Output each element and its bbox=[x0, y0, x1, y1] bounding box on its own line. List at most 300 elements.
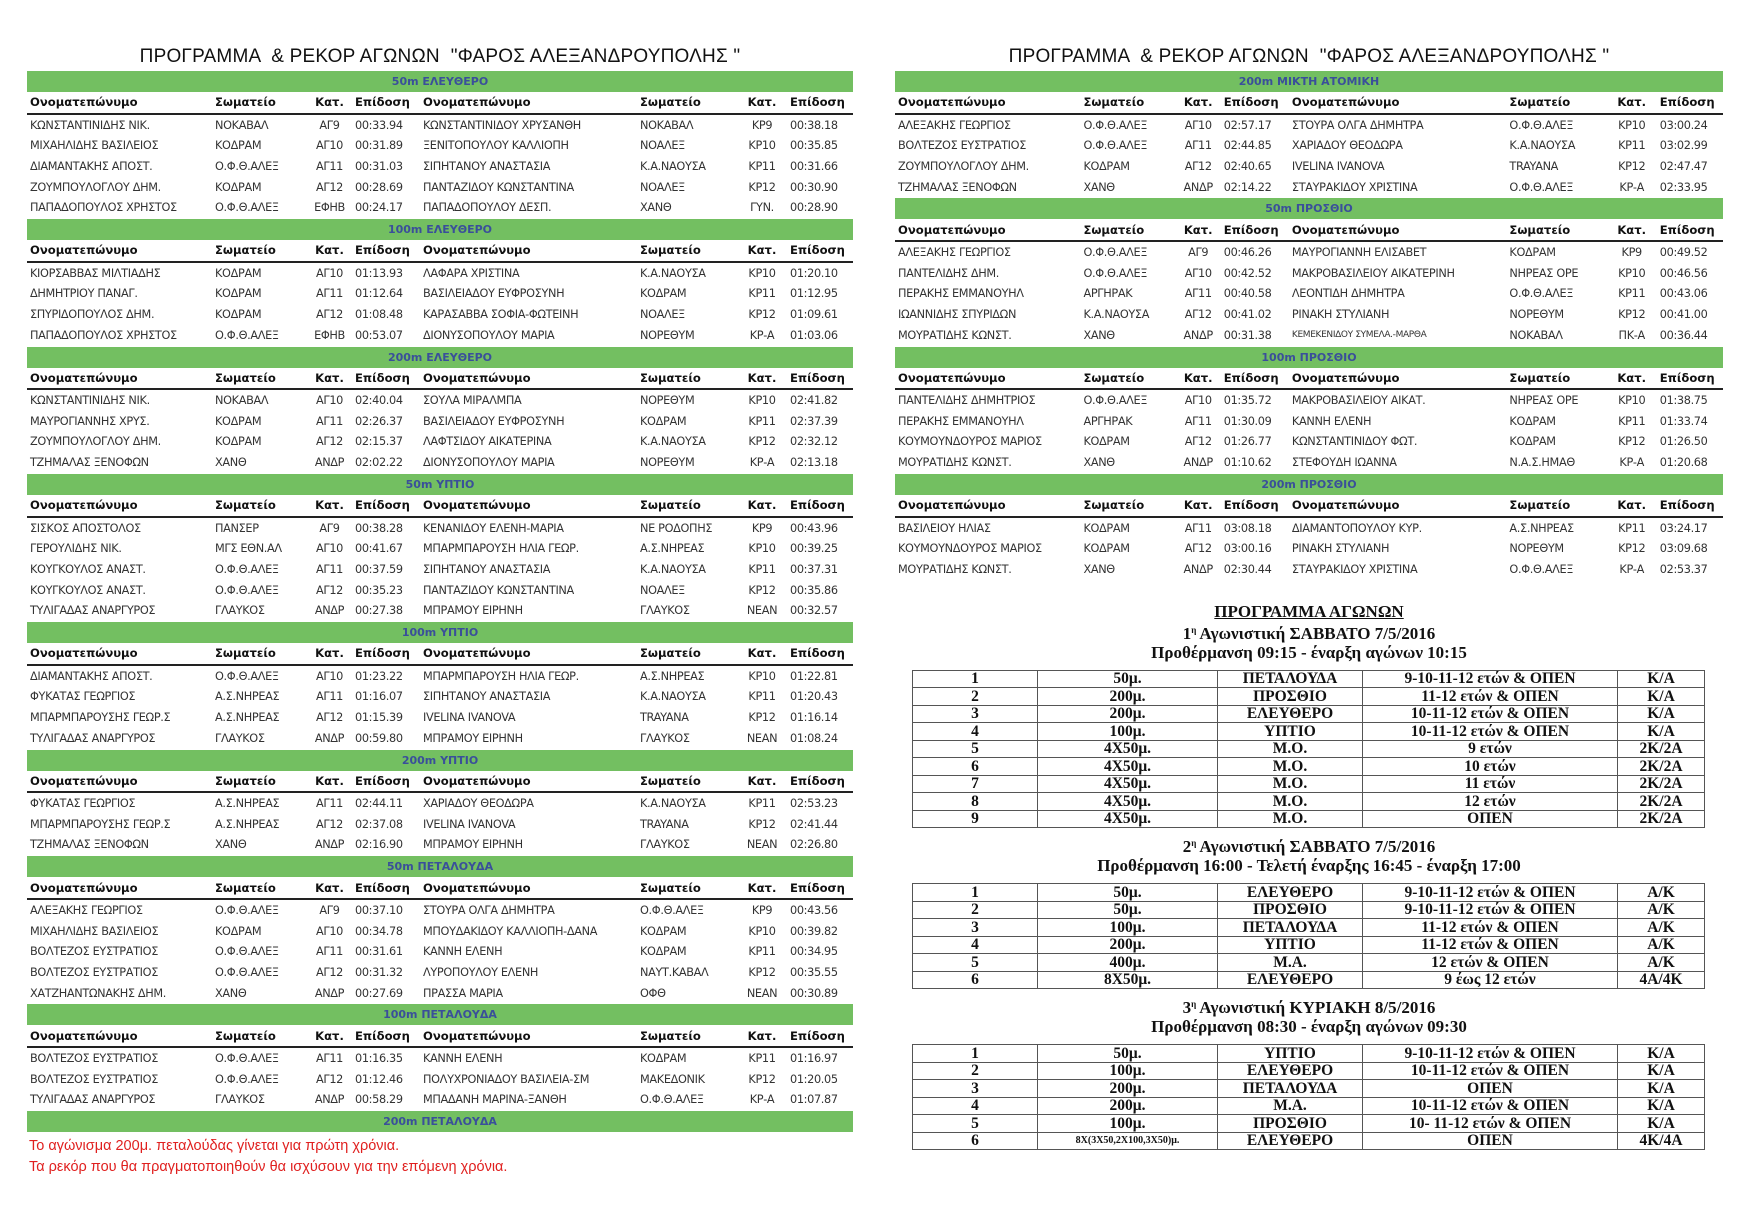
female-club: Ο.Φ.Θ.ΑΛΕΞ bbox=[1509, 180, 1574, 194]
stroke: ΠΡΟΣΘΙΟ bbox=[1218, 688, 1363, 706]
female-time: 02:37.39 bbox=[790, 414, 838, 428]
session-title bbox=[895, 834, 1723, 856]
male-club: Ο.Φ.Θ.ΑΛΕΞ bbox=[215, 583, 279, 597]
race-number: 3 bbox=[913, 705, 1038, 723]
column-header: Ονοματεπώνυμο bbox=[27, 92, 212, 114]
female-time: 03:24.17 bbox=[1659, 521, 1708, 535]
schedule-row bbox=[913, 705, 1705, 723]
female-name: ΒΑΣΙΛΕΙΑΔΟΥ ΕΥΦΡΟΣΥΝΗ bbox=[423, 287, 565, 301]
male-name: ΒΟΛΤΕΖΟΣ ΕΥΣΤΡΑΤΙΟΣ bbox=[30, 1072, 158, 1086]
female-name: ΜΠΡΑΜΟΥ ΕΙΡΗΝΗ bbox=[423, 604, 523, 618]
age-group: 10-11-12 ετών & ΟΠΕΝ bbox=[1363, 723, 1618, 741]
male-time: 02:26.37 bbox=[355, 414, 403, 428]
race-number: 7 bbox=[913, 775, 1038, 793]
session-day: Αγωνιστική ΣΑΒΒΑΤΟ 7/5/2016 bbox=[1199, 837, 1436, 857]
table-header-row bbox=[27, 771, 853, 793]
female-name: ΣΙΠΗΤΑΝΟΥ ΑΝΑΣΤΑΣΙΑ bbox=[423, 690, 551, 704]
column-header: Σωματείο bbox=[637, 495, 737, 517]
column-header: Σωματείο bbox=[212, 877, 307, 899]
female-category: ΚΡ-Α bbox=[1619, 456, 1645, 470]
column-header: Σωματείο bbox=[637, 643, 737, 665]
page-title: ΠΡΟΓΡΑΜΜΑ & ΡΕΚΟΡ ΑΓΩΝΩΝ "ΦΑΡΟΣ ΑΛΕΞΑΝΔΡΟΥΠΟΛΗΣ " bbox=[1008, 46, 1610, 67]
female-time: 00:41.00 bbox=[1659, 308, 1708, 322]
male-category: ΑΓ9 bbox=[319, 903, 340, 917]
column-header: Σωματείο bbox=[637, 771, 737, 793]
table-row bbox=[27, 177, 853, 198]
male-club: ΧΑΝΘ bbox=[215, 986, 247, 1000]
female-time: 02:13.18 bbox=[790, 456, 838, 470]
race-number: 2 bbox=[913, 688, 1038, 706]
stroke: ΥΠΤΙΟ bbox=[1218, 1045, 1363, 1063]
column-header: Κατ. bbox=[1176, 368, 1221, 390]
race-number: 9 bbox=[913, 810, 1038, 828]
table-header-row bbox=[895, 219, 1723, 241]
male-name: ΚΟΥΜΟΥΝΔΟΥΡΟΣ ΜΑΡΙΟΣ bbox=[898, 435, 1042, 449]
table-row bbox=[27, 304, 853, 325]
session-title bbox=[895, 621, 1723, 643]
female-club: TRAYANA bbox=[640, 711, 689, 725]
male-name: ΚΟΥΓΚΟΥΛΟΣ ΑΝΑΣΤ. bbox=[30, 562, 146, 576]
distance: 50μ. bbox=[1038, 884, 1218, 902]
table-row bbox=[27, 432, 853, 453]
female-time: 01:12.95 bbox=[790, 287, 838, 301]
event-band: 100m ΕΛΕΥΘΕΡΟ bbox=[27, 219, 853, 240]
female-category: ΚΡ11 bbox=[1618, 521, 1646, 535]
male-time: 01:12.46 bbox=[355, 1072, 403, 1086]
column-header: Σωματείο bbox=[637, 92, 737, 114]
session-times: Προθέρμανση 16:00 - Τελετή έναρξης 16:45 - έναρξη 17:00 bbox=[1097, 856, 1521, 876]
male-club: ΧΑΝΘ bbox=[1083, 328, 1115, 342]
schedule-row bbox=[913, 740, 1705, 758]
female-category: ΚΡ10 bbox=[748, 924, 776, 938]
female-category: ΚΡ11 bbox=[748, 690, 776, 704]
female-club: ΓΛΑΥΚΟΣ bbox=[640, 731, 690, 745]
column-header: Κατ. bbox=[1607, 495, 1657, 517]
column-header: Επίδοση bbox=[352, 1025, 420, 1047]
table-header-row bbox=[27, 495, 853, 517]
male-name: ΚΩΝΣΤΑΝΤΙΝΙΔΗΣ ΝΙΚ. bbox=[30, 394, 150, 408]
stroke: Μ.Α. bbox=[1218, 954, 1363, 972]
female-club: ΚΟΔΡΑΜ bbox=[640, 287, 687, 301]
gender-order: Κ/Α bbox=[1618, 1080, 1705, 1098]
male-club: ΚΟΔΡΑΜ bbox=[215, 308, 262, 322]
male-name: ΠΑΝΤΕΛΙΔΗΣ ΔΗΜΗΤΡΙΟΣ bbox=[898, 394, 1036, 408]
female-name: ΚΑΝΝΗ ΕΛΕΝΗ bbox=[1291, 414, 1372, 428]
column-header: Ονοματεπώνυμο bbox=[895, 495, 1080, 517]
male-club: Ο.Φ.Θ.ΑΛΕΞ bbox=[215, 1072, 279, 1086]
distance: 50μ. bbox=[1038, 901, 1218, 919]
female-time: 00:46.56 bbox=[1659, 266, 1708, 280]
female-name: ΠΑΠΑΔΟΠΟΥΛΟΥ ΔΕΣΠ. bbox=[423, 201, 552, 215]
records-table bbox=[895, 219, 1723, 345]
female-name: ΛΑΦΤΣΙΔΟΥ ΑΙΚΑΤΕΡΙΝΑ bbox=[423, 435, 552, 449]
female-time: 02:53.37 bbox=[1659, 562, 1708, 576]
event-band: 50m ΠΕΤΑΛΟΥΔΑ bbox=[27, 856, 853, 877]
female-club: ΝΟΡΕΘΥΜ bbox=[1509, 308, 1564, 322]
male-time: 02:37.08 bbox=[355, 817, 403, 831]
schedule-row bbox=[913, 810, 1705, 828]
male-name: ΤΖΗΜΑΛΑΣ ΞΕΝΟΦΩΝ bbox=[30, 456, 149, 470]
male-club: Α.Σ.ΝΗΡΕΑΣ bbox=[215, 711, 280, 725]
male-name: ΙΩΑΝΝΙΔΗΣ ΣΠΥΡΙΔΩΝ bbox=[898, 308, 1017, 322]
male-time: 00:46.26 bbox=[1223, 245, 1272, 259]
female-category: ΚΡ9 bbox=[751, 118, 773, 132]
female-club: Κ.Α.ΝΑΟΥΣΑ bbox=[640, 690, 706, 704]
female-club: ΝΟΡΕΘΥΜ bbox=[640, 456, 695, 470]
male-time: 01:35.72 bbox=[1223, 394, 1272, 408]
table-row bbox=[27, 665, 853, 687]
column-header: Κατ. bbox=[737, 643, 787, 665]
table-row bbox=[895, 559, 1723, 580]
schedule-table bbox=[912, 1044, 1705, 1150]
female-time: 01:20.05 bbox=[790, 1072, 838, 1086]
column-header: Επίδοση bbox=[787, 92, 853, 114]
gender-order: Α/Κ bbox=[1618, 919, 1705, 937]
table-row bbox=[895, 241, 1723, 263]
female-club: Ο.Φ.Θ.ΑΛΕΞ bbox=[1509, 287, 1574, 301]
column-header: Ονοματεπώνυμο bbox=[27, 1025, 212, 1047]
stroke: ΕΛΕΥΘΕΡΟ bbox=[1218, 1132, 1363, 1150]
female-club: ΚΟΔΡΑΜ bbox=[1509, 435, 1556, 449]
male-club: ΚΟΔΡΑΜ bbox=[1083, 159, 1130, 173]
column-header: Κατ. bbox=[307, 877, 352, 899]
female-name: ΛΕΟΝΤΙΔΗ ΔΗΜΗΤΡΑ bbox=[1291, 287, 1405, 301]
gender-order: 2Κ/2Α bbox=[1618, 758, 1705, 776]
male-time: 01:13.93 bbox=[355, 266, 403, 280]
female-name: ΚΑΝΝΗ ΕΛΕΝΗ bbox=[423, 1051, 503, 1065]
female-category: ΚΡ12 bbox=[748, 583, 776, 597]
table-header-row bbox=[27, 240, 853, 262]
male-time: 00:58.29 bbox=[355, 1093, 403, 1107]
female-category: ΚΡ11 bbox=[1618, 287, 1646, 301]
age-group: 11 ετών bbox=[1363, 775, 1618, 793]
table-row bbox=[895, 432, 1723, 453]
male-time: 00:41.67 bbox=[355, 542, 403, 556]
male-time: 00:59.80 bbox=[355, 731, 403, 745]
column-header: Ονοματεπώνυμο bbox=[420, 92, 637, 114]
column-header: Ονοματεπώνυμο bbox=[420, 877, 637, 899]
session-day: Αγωνιστική ΣΑΒΒΑΤΟ 7/5/2016 bbox=[1199, 623, 1436, 643]
event-band: 200m ΕΛΕΥΘΕΡΟ bbox=[27, 347, 853, 368]
column-header: Ονοματεπώνυμο bbox=[1289, 495, 1507, 517]
column-header: Ονοματεπώνυμο bbox=[420, 1025, 637, 1047]
distance: 200μ. bbox=[1038, 936, 1218, 954]
column-header: Κατ. bbox=[1607, 368, 1657, 390]
female-club: ΝΕ ΡΟΔΟΠΗΣ bbox=[640, 521, 713, 535]
female-category: ΚΡ11 bbox=[748, 1051, 776, 1065]
male-category: ΑΓ12 bbox=[1184, 159, 1212, 173]
male-category: ΑΝΔΡ bbox=[314, 731, 345, 745]
female-club: ΝΗΡΕΑΣ ΟΡΕ bbox=[1509, 394, 1579, 408]
column-header: Ονοματεπώνυμο bbox=[420, 771, 637, 793]
female-name: ΚΕΜΕΚΕΝΙΔΟΥ ΣΥΜΕΛΑ.-ΜΑΡΘΑ bbox=[1291, 330, 1427, 341]
female-club: TRAYANA bbox=[1509, 159, 1559, 173]
female-time: 00:43.06 bbox=[1659, 287, 1708, 301]
column-header: Κατ. bbox=[737, 240, 787, 262]
column-header: Ονοματεπώνυμο bbox=[27, 495, 212, 517]
race-number: 4 bbox=[913, 936, 1038, 954]
note-line: Το αγώνισμα 200μ. πεταλούδας γίνεται για πρώτη χρόνια. bbox=[29, 1138, 400, 1155]
female-club: Ν.Α.Σ.ΗΜΑΘ bbox=[1509, 456, 1575, 470]
female-club: ΝΟΑΛΕΞ bbox=[640, 583, 685, 597]
male-name: ΣΠΥΡΙΔΟΠΟΥΛΟΣ ΔΗΜ. bbox=[30, 308, 155, 322]
female-category: ΠΚ-Α bbox=[1618, 328, 1645, 342]
column-header: Ονοματεπώνυμο bbox=[420, 240, 637, 262]
male-name: ΠΕΡΑΚΗΣ ΕΜΜΑΝΟΥΗΛ bbox=[898, 287, 1024, 301]
stroke: ΕΛΕΥΘΕΡΟ bbox=[1218, 705, 1363, 723]
male-time: 01:08.48 bbox=[355, 308, 403, 322]
table-row bbox=[27, 962, 853, 983]
female-name: ΠΡΑΣΣΑ ΜΑΡΙΑ bbox=[423, 986, 503, 1000]
age-group: 10-11-12 ετών & ΟΠΕΝ bbox=[1363, 1062, 1618, 1080]
male-time: 01:12.64 bbox=[355, 287, 403, 301]
distance: 8Χ(3Χ50,2Χ100,3Χ50)μ. bbox=[1038, 1132, 1218, 1150]
male-club: ΧΑΝΘ bbox=[1083, 456, 1115, 470]
female-category: ΚΡ12 bbox=[748, 965, 776, 979]
age-group: 11-12 ετών & ΟΠΕΝ bbox=[1363, 919, 1618, 937]
male-category: ΑΓ10 bbox=[316, 139, 343, 153]
female-club: ΓΛΑΥΚΟΣ bbox=[640, 604, 690, 618]
male-club: ΚΟΔΡΑΜ bbox=[215, 266, 262, 280]
male-club: ΝΟΚΑΒΑΛ bbox=[215, 118, 269, 132]
column-header: Ονοματεπώνυμο bbox=[27, 240, 212, 262]
race-number: 8 bbox=[913, 793, 1038, 811]
schedule-row bbox=[913, 971, 1705, 989]
table-header-row bbox=[27, 1025, 853, 1047]
male-club: Ο.Φ.Θ.ΑΛΕΞ bbox=[215, 945, 279, 959]
race-number: 1 bbox=[913, 670, 1038, 688]
male-name: ΑΛΕΞΑΚΗΣ ΓΕΩΡΓΙΟΣ bbox=[30, 903, 143, 917]
female-name: IVELINA IVANOVA bbox=[1291, 159, 1385, 173]
female-club: Ο.Φ.Θ.ΑΛΕΞ bbox=[1509, 562, 1574, 576]
female-time: 00:38.18 bbox=[790, 118, 838, 132]
distance: 200μ. bbox=[1038, 688, 1218, 706]
female-name: ΧΑΡΙΑΔΟΥ ΘΕΟΔΩΡΑ bbox=[423, 797, 534, 811]
event-band: 50m ΠΡΟΣΘΙΟ bbox=[895, 198, 1723, 219]
column-header: Σωματείο bbox=[637, 368, 737, 390]
gender-order: Α/Κ bbox=[1618, 936, 1705, 954]
female-time: 03:09.68 bbox=[1659, 542, 1708, 556]
stroke: Μ.Ο. bbox=[1218, 810, 1363, 828]
female-time: 01:16.97 bbox=[790, 1051, 838, 1065]
female-name: ΜΠΑΡΜΠΑΡΟΥΣΗ ΗΛΙΑ ΓΕΩΡ. bbox=[423, 542, 579, 556]
female-time: 02:26.80 bbox=[790, 838, 838, 852]
female-time: 01:20.43 bbox=[790, 690, 838, 704]
female-club: ΚΟΔΡΑΜ bbox=[640, 945, 687, 959]
female-time: 01:16.14 bbox=[790, 711, 838, 725]
female-category: ΚΡ12 bbox=[748, 1072, 776, 1086]
gender-order: Κ/Α bbox=[1618, 705, 1705, 723]
female-category: ΚΡ10 bbox=[748, 669, 776, 683]
column-header: Σωματείο bbox=[1080, 368, 1175, 390]
female-category: ΚΡ12 bbox=[748, 435, 776, 449]
male-time: 01:23.22 bbox=[355, 669, 403, 683]
female-name: ΚΩΝΣΤΑΝΤΙΝΙΔΟΥ ΦΩΤ. bbox=[1291, 435, 1418, 449]
male-time: 02:14.22 bbox=[1223, 180, 1272, 194]
records-table bbox=[27, 643, 853, 748]
age-group: ΟΠΕΝ bbox=[1363, 1080, 1618, 1098]
column-header: Σωματείο bbox=[1506, 92, 1606, 114]
male-category: ΑΓ12 bbox=[316, 583, 343, 597]
female-category: ΚΡ11 bbox=[748, 797, 776, 811]
age-group: 9-10-11-12 ετών & ΟΠΕΝ bbox=[1363, 901, 1618, 919]
column-header: Σωματείο bbox=[637, 240, 737, 262]
male-category: ΑΓ10 bbox=[1184, 118, 1212, 132]
column-header: Ονοματεπώνυμο bbox=[1289, 219, 1507, 241]
male-category: ΑΓ9 bbox=[319, 118, 340, 132]
male-time: 00:53.07 bbox=[355, 328, 403, 342]
column-header: Επίδοση bbox=[787, 368, 853, 390]
column-header: Κατ. bbox=[307, 368, 352, 390]
records-page-right bbox=[895, 0, 1723, 1150]
distance: 200μ. bbox=[1038, 1080, 1218, 1098]
female-name: ΜΑΥΡΟΓΙΑΝΝΗ ΕΛΙΣΑΒΕΤ bbox=[1291, 245, 1427, 259]
race-number: 5 bbox=[913, 1115, 1038, 1133]
column-header: Σωματείο bbox=[637, 1025, 737, 1047]
female-club: Ο.Φ.Θ.ΑΛΕΞ bbox=[640, 903, 704, 917]
male-category: ΑΓ10 bbox=[316, 394, 343, 408]
male-category: ΑΝΔΡ bbox=[314, 1093, 345, 1107]
male-club: Ο.Φ.Θ.ΑΛΕΞ bbox=[215, 562, 279, 576]
male-time: 00:38.28 bbox=[355, 521, 403, 535]
female-category: ΚΡ-Α bbox=[1619, 562, 1645, 576]
male-time: 02:16.90 bbox=[355, 838, 403, 852]
female-name: IVELINA IVANOVA bbox=[423, 711, 516, 725]
column-header: Επίδοση bbox=[352, 495, 420, 517]
session-number: 3 bbox=[1182, 998, 1192, 1018]
event-band: 200m ΥΠΤΙΟ bbox=[27, 750, 853, 771]
column-header: Σωματείο bbox=[212, 368, 307, 390]
event-band: 50m ΥΠΤΙΟ bbox=[27, 474, 853, 495]
table-row bbox=[895, 517, 1723, 539]
column-header: Σωματείο bbox=[212, 643, 307, 665]
table-row bbox=[27, 1090, 853, 1111]
female-club: ΝΗΡΕΑΣ ΟΡΕ bbox=[1509, 266, 1579, 280]
gender-order: 2Κ/2Α bbox=[1618, 775, 1705, 793]
male-club: ΧΑΝΘ bbox=[1083, 562, 1115, 576]
female-time: 00:30.90 bbox=[790, 180, 838, 194]
table-row bbox=[27, 197, 853, 218]
column-header: Ονοματεπώνυμο bbox=[27, 877, 212, 899]
male-name: ΜΙΧΑΗΛΙΔΗΣ ΒΑΣΙΛΕΙΟΣ bbox=[30, 139, 159, 153]
column-header: Σωματείο bbox=[1080, 219, 1175, 241]
male-name: ΒΟΛΤΕΖΟΣ ΕΥΣΤΡΑΤΙΟΣ bbox=[30, 945, 158, 959]
stroke: ΠΡΟΣΘΙΟ bbox=[1218, 1115, 1363, 1133]
female-time: 00:30.89 bbox=[790, 986, 838, 1000]
male-club: Ο.Φ.Θ.ΑΛΕΞ bbox=[215, 903, 279, 917]
male-name: ΖΟΥΜΠΟΥΛΟΓΛΟΥ ΔΗΜ. bbox=[30, 180, 161, 194]
female-category: ΓΥΝ. bbox=[750, 201, 774, 215]
male-club: Ο.Φ.Θ.ΑΛΕΞ bbox=[1083, 266, 1148, 280]
age-group: 10-11-12 ετών & ΟΠΕΝ bbox=[1363, 1097, 1618, 1115]
race-number: 4 bbox=[913, 1097, 1038, 1115]
distance: 50μ. bbox=[1038, 670, 1218, 688]
male-name: ΔΗΜΗΤΡΙΟΥ ΠΑΝΑΓ. bbox=[30, 287, 138, 301]
table-row bbox=[895, 538, 1723, 559]
records-table bbox=[27, 1025, 853, 1110]
table-row bbox=[895, 177, 1723, 198]
event-band: 200m ΠΕΤΑΛΟΥΔΑ bbox=[27, 1111, 853, 1132]
column-header: Ονοματεπώνυμο bbox=[420, 495, 637, 517]
column-header: Επίδοση bbox=[1221, 368, 1289, 390]
event-band: 200m ΜΙΚΤΗ ΑΤΟΜΙΚΗ bbox=[895, 71, 1723, 92]
male-club: ΧΑΝΘ bbox=[1083, 180, 1115, 194]
race-number: 3 bbox=[913, 1080, 1038, 1098]
column-header: Ονοματεπώνυμο bbox=[27, 368, 212, 390]
female-time: 00:39.25 bbox=[790, 542, 838, 556]
male-category: ΑΓ12 bbox=[316, 817, 343, 831]
table-row bbox=[27, 941, 853, 962]
female-club: Κ.Α.ΝΑΟΥΣΑ bbox=[1509, 139, 1576, 153]
gender-order: Α/Κ bbox=[1618, 884, 1705, 902]
female-time: 02:41.44 bbox=[790, 817, 838, 831]
male-club: ΓΛΑΥΚΟΣ bbox=[215, 731, 265, 745]
distance: 100μ. bbox=[1038, 1062, 1218, 1080]
table-row bbox=[27, 452, 853, 473]
column-header: Επίδοση bbox=[1657, 219, 1723, 241]
schedule-section bbox=[895, 602, 1723, 1151]
male-time: 02:40.04 bbox=[355, 394, 403, 408]
female-name: ΜΠΡΑΜΟΥ ΕΙΡΗΝΗ bbox=[423, 731, 523, 745]
male-name: ΔΙΑΜΑΝΤΑΚΗΣ ΑΠΟΣΤ. bbox=[30, 159, 153, 173]
session-ordinal: η bbox=[1191, 624, 1197, 635]
male-name: ΜΟΥΡΑΤΙΔΗΣ ΚΩΝΣΤ. bbox=[898, 562, 1012, 576]
male-time: 00:33.94 bbox=[355, 118, 403, 132]
female-name: ΧΑΡΙΑΔΟΥ ΘΕΟΔΩΡΑ bbox=[1291, 139, 1403, 153]
male-club: Ο.Φ.Θ.ΑΛΕΞ bbox=[1083, 245, 1148, 259]
female-category: ΚΡ11 bbox=[1618, 139, 1646, 153]
records-table bbox=[27, 771, 853, 856]
female-time: 01:22.81 bbox=[790, 669, 838, 683]
female-club: Α.Σ.ΝΗΡΕΑΣ bbox=[1509, 521, 1574, 535]
distance: 4Χ50μ. bbox=[1038, 758, 1218, 776]
male-time: 01:16.07 bbox=[355, 690, 403, 704]
table-row bbox=[27, 835, 853, 856]
female-name: ΣΤΑΥΡΑΚΙΔΟΥ ΧΡΙΣΤΙΝΑ bbox=[1291, 562, 1418, 576]
column-header: Επίδοση bbox=[352, 771, 420, 793]
male-name: ΖΟΥΜΠΟΥΛΟΓΛΟΥ ΔΗΜ. bbox=[898, 159, 1029, 173]
female-time: 00:49.52 bbox=[1659, 245, 1708, 259]
table-row bbox=[895, 135, 1723, 156]
age-group: 11-12 ετών & ΟΠΕΝ bbox=[1363, 936, 1618, 954]
male-time: 01:26.77 bbox=[1223, 435, 1272, 449]
female-time: 00:37.31 bbox=[790, 562, 838, 576]
female-time: 00:43.96 bbox=[790, 521, 838, 535]
distance: 400μ. bbox=[1038, 954, 1218, 972]
column-header: Κατ. bbox=[737, 368, 787, 390]
stroke: ΕΛΕΥΘΕΡΟ bbox=[1218, 971, 1363, 989]
session-times: Προθέρμανση 08:30 - έναρξη αγώνων 09:30 bbox=[1151, 1017, 1467, 1037]
male-name: ΠΑΠΑΔΟΠΟΥΛΟΣ ΧΡΗΣΤΟΣ bbox=[30, 328, 177, 342]
female-time: 02:47.47 bbox=[1659, 159, 1708, 173]
female-category: ΝΕΑΝ bbox=[746, 604, 778, 618]
female-category: ΚΡ12 bbox=[1618, 435, 1646, 449]
female-club: ΧΑΝΘ bbox=[640, 201, 672, 215]
male-club: ΚΟΔΡΑΜ bbox=[1083, 521, 1130, 535]
male-time: 00:28.69 bbox=[355, 180, 403, 194]
female-name: ΚΑΡΑΣΑΒΒΑ ΣΟΦΙΑ-ΦΩΤΕΙΝΗ bbox=[423, 308, 579, 322]
female-club: TRAYANA bbox=[640, 817, 689, 831]
session-number: 1 bbox=[1182, 623, 1192, 643]
female-name: ΚΑΝΝΗ ΕΛΕΝΗ bbox=[423, 945, 503, 959]
male-name: ΜΟΥΡΑΤΙΔΗΣ ΚΩΝΣΤ. bbox=[898, 328, 1012, 342]
male-name: ΚΩΝΣΤΑΝΤΙΝΙΔΗΣ ΝΙΚ. bbox=[30, 118, 150, 132]
page-title: ΠΡΟΓΡΑΜΜΑ & ΡΕΚΟΡ ΑΓΩΝΩΝ "ΦΑΡΟΣ ΑΛΕΞΑΝΔΡΟΥΠΟΛΗΣ " bbox=[139, 46, 741, 67]
stroke: ΠΕΤΑΛΟΥΔΑ bbox=[1218, 1080, 1363, 1098]
schedule-row bbox=[913, 954, 1705, 972]
male-time: 00:41.02 bbox=[1223, 308, 1272, 322]
male-club: Ο.Φ.Θ.ΑΛΕΞ bbox=[1083, 394, 1148, 408]
